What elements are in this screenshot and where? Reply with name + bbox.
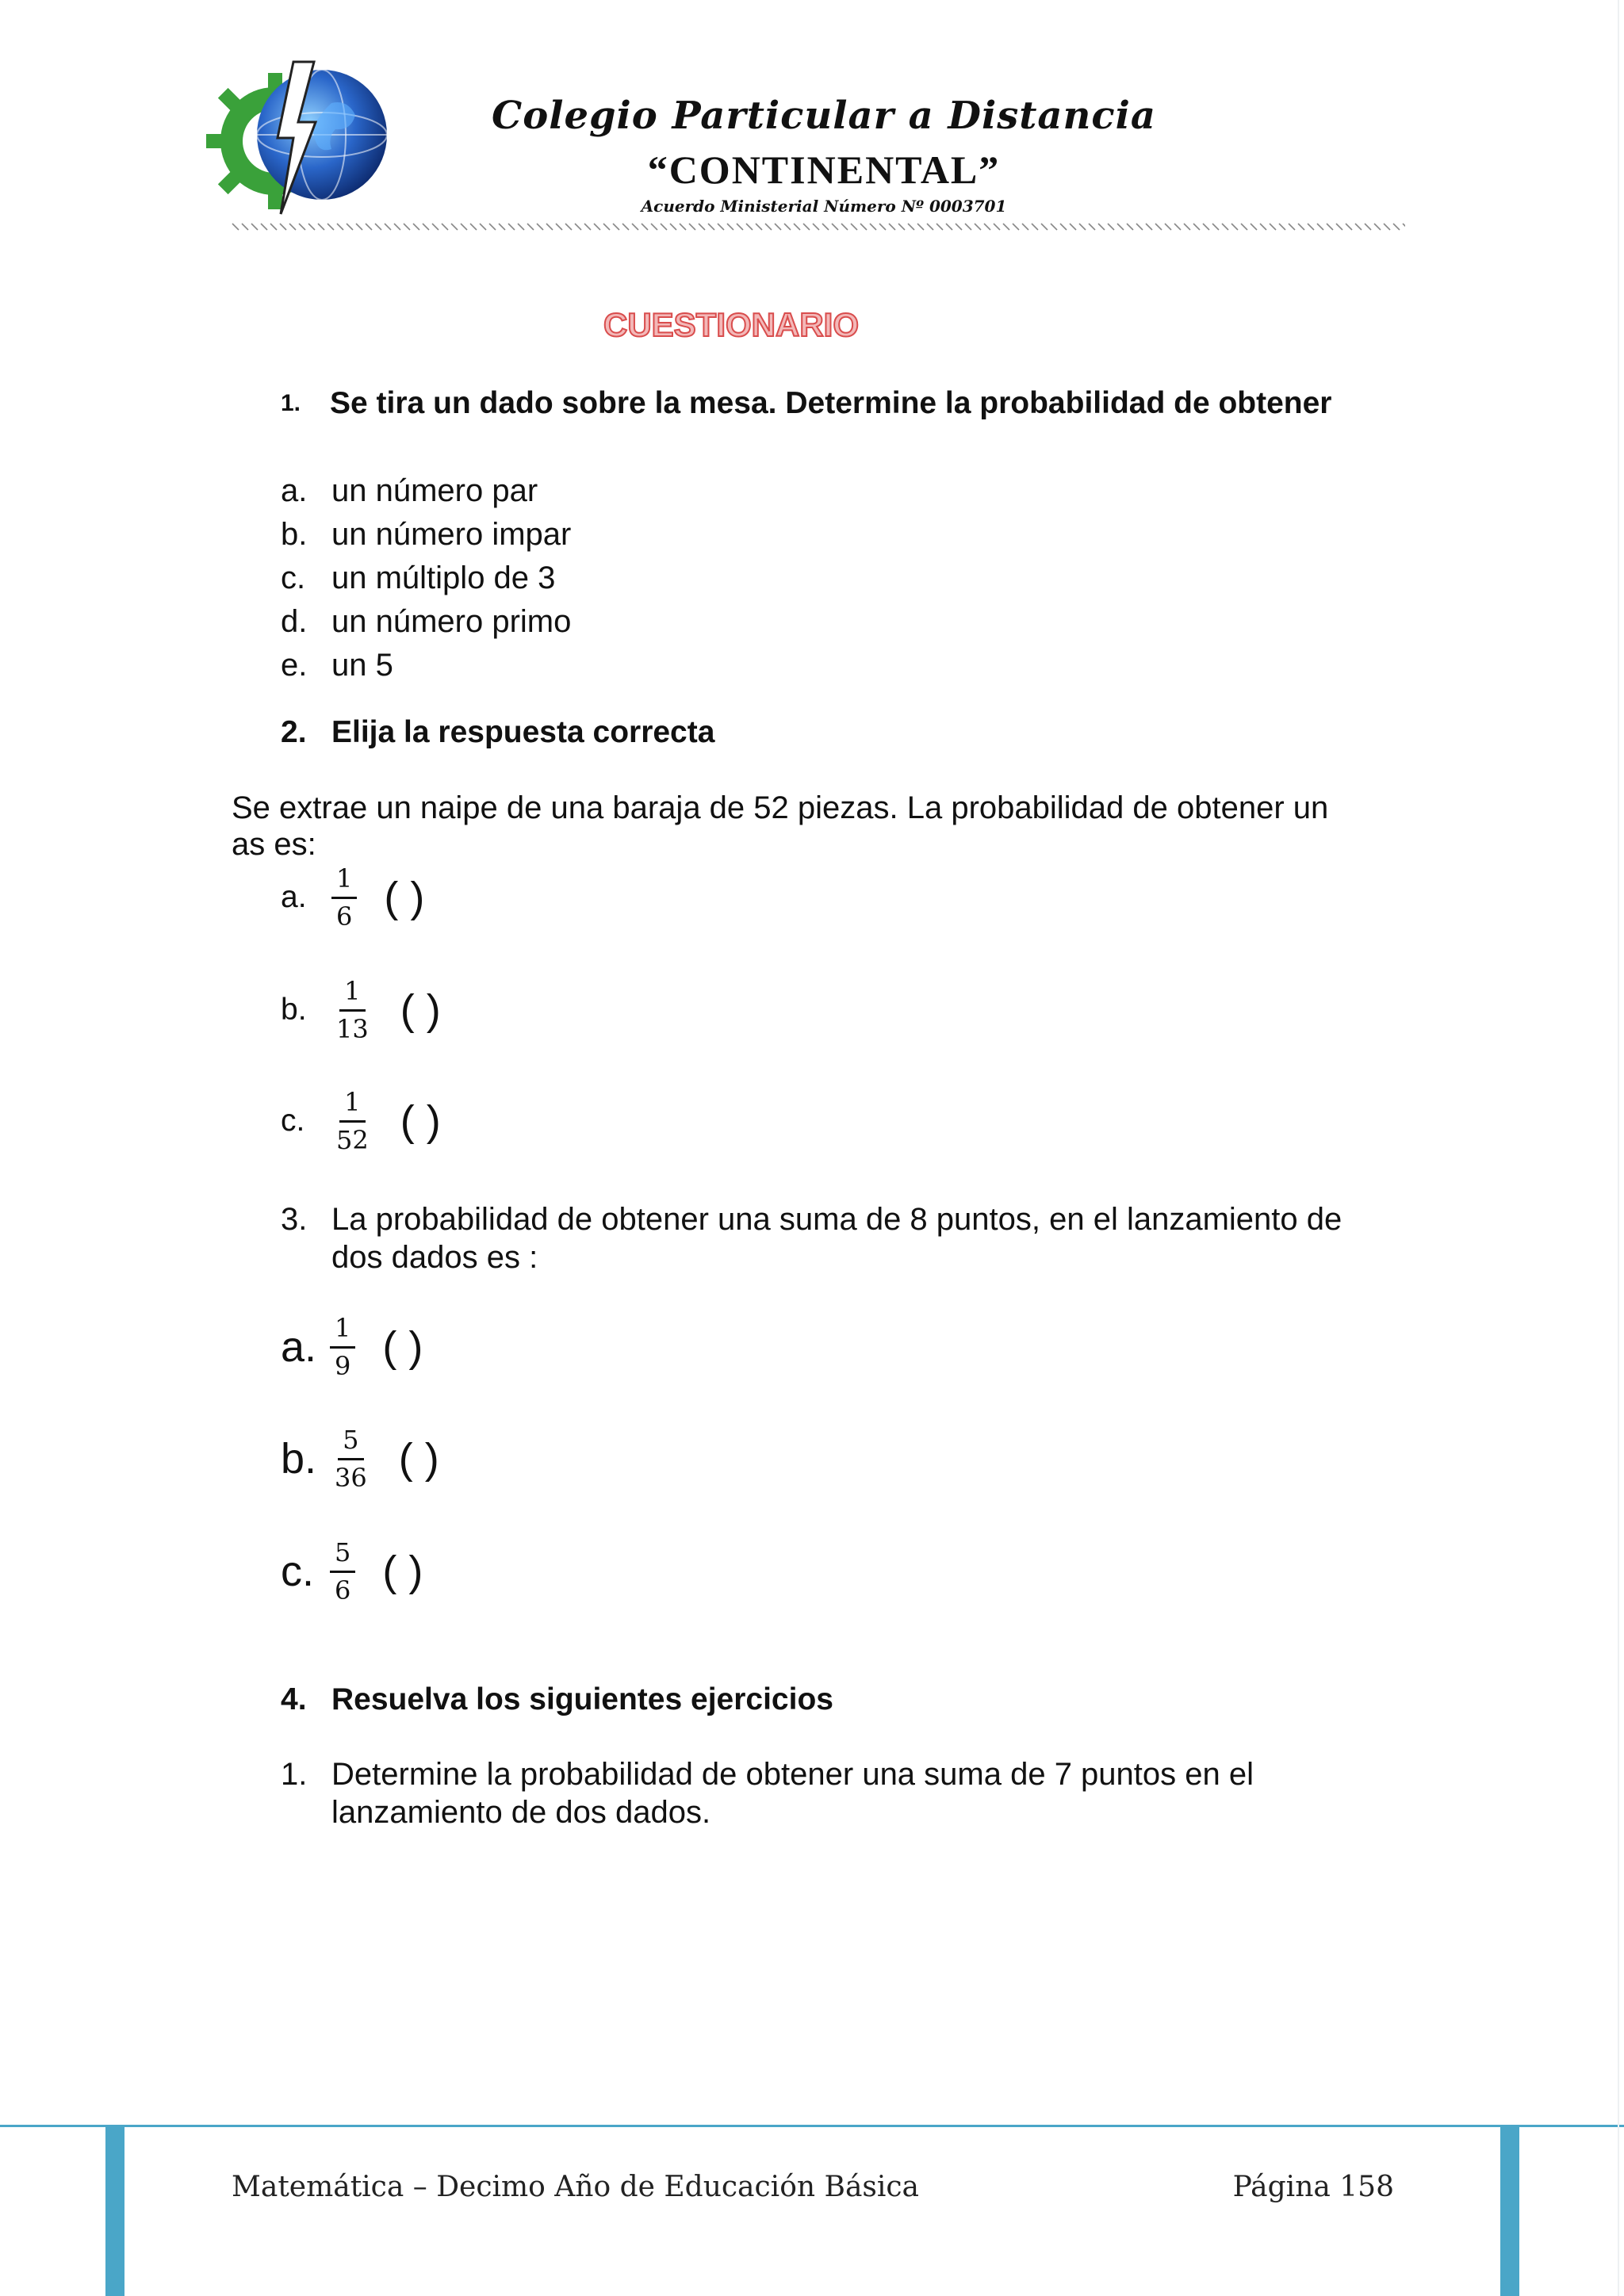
- option-letter: c.: [281, 561, 306, 595]
- answer-blank[interactable]: ( ): [400, 986, 441, 1035]
- answer-blank[interactable]: ( ): [398, 1435, 439, 1483]
- question-3-option-b: [281, 1425, 439, 1493]
- header-divider: [232, 216, 1405, 236]
- fraction-numerator: 5: [338, 1425, 363, 1460]
- fraction-numerator: 1: [339, 1088, 365, 1123]
- question-2: [281, 715, 714, 750]
- list-item: [281, 644, 571, 687]
- option-text: un número primo: [331, 604, 572, 639]
- question-1-number: 1.: [281, 390, 301, 416]
- question-4-line2: lanzamiento de dos dados.: [331, 1795, 711, 1830]
- fraction-denominator: 36: [335, 1462, 367, 1493]
- question-4-item-1: [281, 1755, 1254, 1831]
- question-3-option-c: [281, 1538, 423, 1605]
- option-letter: a.: [281, 473, 308, 508]
- option-text: un número impar: [331, 517, 572, 552]
- question-1: [281, 386, 1331, 421]
- option-text: un número par: [331, 473, 538, 508]
- list-item: [281, 557, 571, 600]
- option-text: un 5: [331, 648, 393, 683]
- option-letter: d.: [281, 604, 308, 639]
- fraction: [331, 977, 373, 1044]
- fraction-numerator: 1: [331, 864, 357, 899]
- answer-blank[interactable]: ( ): [384, 874, 425, 922]
- question-4: [281, 1682, 833, 1717]
- question-2-option-a: [281, 864, 424, 932]
- question-3-line1: La probabilidad de obtener una suma de 8 puntos, en el lanzamiento de: [331, 1202, 1342, 1237]
- school-agreement-line: Acuerdo Ministerial Número Nº 0003701: [641, 197, 1007, 216]
- option-letter: e.: [281, 648, 308, 683]
- question-4-number: 4.: [281, 1682, 307, 1716]
- option-letter: b.: [281, 1435, 317, 1483]
- question-2-line1: Se extrae un naipe de una baraja de 52 piezas. La probabilidad de obtener un: [232, 790, 1329, 825]
- footer-subject: Matemática – Decimo Año de Educación Básica: [232, 2171, 920, 2203]
- fraction-denominator: 13: [336, 1013, 369, 1044]
- fraction-denominator: 6: [335, 1575, 351, 1605]
- item-number: 1.: [281, 1757, 308, 1792]
- question-2-statement: [232, 790, 1328, 863]
- option-letter: a.: [281, 1323, 317, 1372]
- option-text: un múltiplo de 3: [331, 561, 556, 595]
- fraction: [330, 1538, 355, 1605]
- option-letter: b.: [281, 993, 307, 1027]
- answer-blank[interactable]: ( ): [400, 1097, 441, 1146]
- question-2-number: 2.: [281, 715, 307, 749]
- question-2-option-b: [281, 977, 441, 1044]
- footer-accent-left: [105, 2125, 124, 2296]
- question-1-text: Se tira un dado sobre la mesa. Determine la probabilidad de obtener: [330, 386, 1332, 420]
- option-letter: c.: [281, 1548, 315, 1596]
- footer-page-number: Página 158: [1232, 2171, 1394, 2203]
- list-item: [281, 469, 571, 513]
- footer-accent-right: [1500, 2125, 1519, 2296]
- question-3-number: 3.: [281, 1202, 308, 1237]
- fraction: [330, 1425, 372, 1493]
- school-name-line1: Colegio Particular a Distancia: [491, 94, 1156, 138]
- question-1-options: [281, 469, 571, 687]
- school-name-line2: “CONTINENTAL”: [647, 147, 1001, 192]
- question-3-line2: dos dados es :: [331, 1240, 538, 1275]
- fraction: [330, 1314, 355, 1381]
- option-letter: a.: [281, 880, 307, 915]
- fraction-numerator: 5: [330, 1538, 355, 1573]
- list-item: [281, 600, 571, 644]
- fraction-denominator: 52: [336, 1124, 369, 1155]
- fraction-denominator: 6: [336, 901, 353, 932]
- footer-divider: [0, 2125, 1624, 2127]
- question-4-heading: Resuelva los siguientes ejercicios: [331, 1682, 833, 1716]
- question-2-heading: Elija la respuesta correcta: [331, 715, 715, 749]
- question-2-line2: as es:: [232, 827, 316, 862]
- fraction: [331, 1088, 373, 1155]
- fraction-denominator: 9: [335, 1350, 351, 1381]
- fraction-numerator: 1: [339, 977, 365, 1012]
- fraction-numerator: 1: [330, 1314, 355, 1349]
- page-edge: [1618, 0, 1619, 2296]
- question-2-option-c: [281, 1088, 441, 1155]
- question-4-line1: Determine la probabilidad de obtener una suma de 7 puntos en el: [331, 1757, 1254, 1792]
- option-letter: c.: [281, 1104, 305, 1138]
- option-letter: b.: [281, 517, 308, 552]
- list-item: [281, 513, 571, 557]
- fraction: [331, 864, 357, 932]
- answer-blank[interactable]: ( ): [382, 1323, 423, 1372]
- page-title: CUESTIONARIO: [603, 306, 859, 343]
- question-3: [281, 1200, 1342, 1276]
- answer-blank[interactable]: ( ): [382, 1548, 423, 1596]
- question-3-option-a: [281, 1314, 423, 1381]
